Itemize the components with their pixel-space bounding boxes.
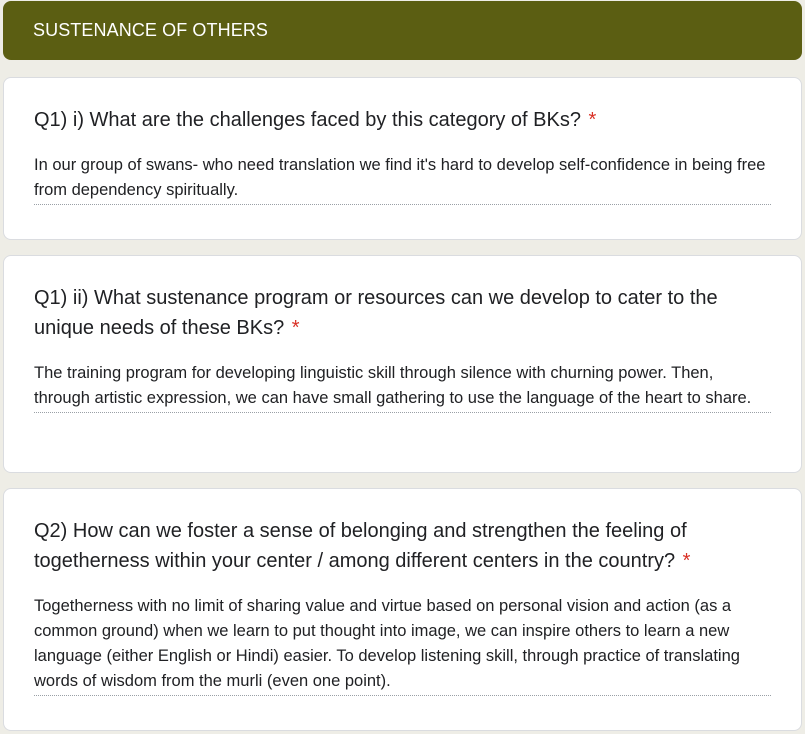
- question-card-q2: [3, 488, 802, 731]
- question-card-q1-i: [3, 77, 802, 240]
- answer-text-field[interactable]: In our group of swans- who need translation we find it's hard to develop self-confidence in being free from dependency spiritually.: [34, 153, 771, 205]
- required-asterisk: *: [588, 109, 597, 131]
- question-title: [34, 283, 771, 343]
- question-text: Q1) ii) What sustenance program or resources can we develop to cater to the unique needs of these BKs?: [34, 287, 718, 339]
- answer-text-field[interactable]: Togetherness with no limit of sharing value and virtue based on personal vision and action (as a common ground) when we learn to put thought into image, we can inspire others to learn a new language (either English or Hindi) easier. To develop listening skill, through practice of translating words of wisdom from the murli (even one point).: [34, 594, 771, 696]
- question-card-q1-ii: [3, 255, 802, 473]
- required-asterisk: *: [291, 317, 300, 339]
- question-title: [34, 105, 771, 135]
- question-text: Q1) i) What are the challenges faced by this category of BKs?: [34, 109, 581, 131]
- question-text: Q2) How can we foster a sense of belonging and strengthen the feeling of togetherness within your center / among different centers in the country?: [34, 520, 687, 572]
- question-title: [34, 516, 771, 576]
- section-title: SUSTENANCE OF OTHERS: [33, 20, 269, 40]
- section-header: [3, 1, 802, 60]
- answer-text-field[interactable]: The training program for developing linguistic skill through silence with churning power. Then, through artistic expression, we can have small gathering to use the language of the heart to share.: [34, 361, 771, 413]
- required-asterisk: *: [682, 550, 691, 572]
